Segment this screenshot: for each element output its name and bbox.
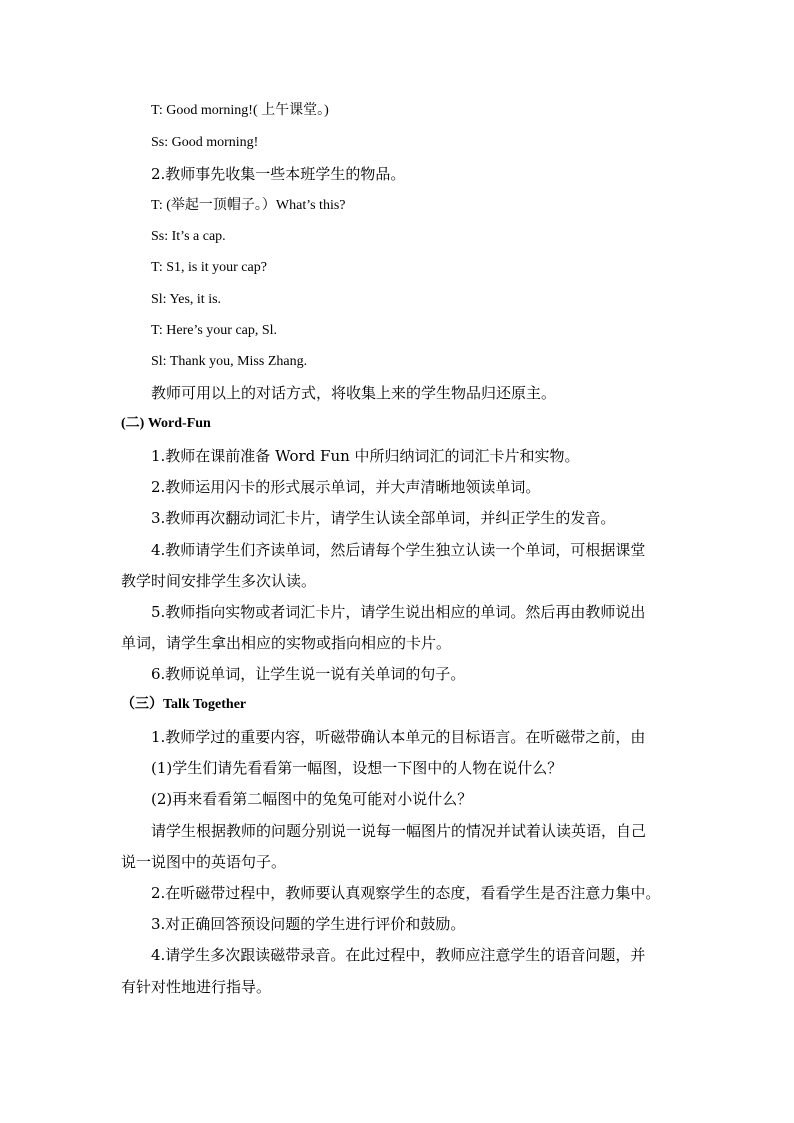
paragraph-line: 教学时间安排学生多次认读。 xyxy=(121,572,317,590)
paragraph-line: 2.教师运用闪卡的形式展示单词，并大声清晰地领读单词。 xyxy=(151,478,541,496)
section-heading-word-fun: (二) Word-Fun xyxy=(121,416,211,431)
dialogue-line: Ss: It’s a cap. xyxy=(151,229,226,244)
paragraph-line: (2)再来看看第二幅图中的兔兔可能对小说什么？ xyxy=(151,790,473,808)
paragraph-line: 2.教师事先收集一些本班学生的物品。 xyxy=(151,165,406,183)
paragraph-line: 4.请学生多次跟读磁带录音。在此过程中，教师应注意学生的语音问题，并 xyxy=(151,946,646,964)
dialogue-line: T: (举起一顶帽子。）What’s this? xyxy=(151,198,346,213)
paragraph-line: 5.教师指向实物或者词汇卡片，请学生说出相应的单词。然后再由教师说出 xyxy=(151,603,646,621)
dialogue-line: Sl: Thank you, Miss Zhang. xyxy=(151,354,308,369)
paragraph-line: (1)学生们请先看看第一幅图，设想一下图中的人物在说什么？ xyxy=(151,759,563,777)
paragraph-line: 4.教师请学生们齐读单词，然后请每个学生独立认读一个单词，可根据课堂 xyxy=(151,541,646,559)
paragraph-line: 说一说图中的英语句子。 xyxy=(121,853,287,871)
paragraph-line: 1.教师学过的重要内容，听磁带确认本单元的目标语言。在听磁带之前，由 xyxy=(151,728,646,746)
paragraph-line: 教师可用以上的对话方式，将收集上来的学生物品归还原主。 xyxy=(151,384,557,402)
dialogue-line: T: Good morning!( 上午课堂。) xyxy=(151,103,329,118)
paragraph-line: 3.对正确回答预设问题的学生进行评价和鼓励。 xyxy=(151,915,466,933)
paragraph-line: 有针对性地进行指导。 xyxy=(121,978,272,996)
paragraph-line: 请学生根据教师的问题分别说一说每一幅图片的情况并试着认读英语，自己 xyxy=(151,822,647,840)
paragraph-line: 1.教师在课前准备 Word Fun 中所归纳词汇的词汇卡片和实物。 xyxy=(151,447,580,465)
section-heading-talk-together: （三）Talk Together xyxy=(121,697,247,712)
dialogue-line: T: S1, is it your cap? xyxy=(151,260,267,275)
dialogue-line: Ss: Good morning! xyxy=(151,135,259,150)
dialogue-line: T: Here’s your cap, Sl. xyxy=(151,323,278,338)
dialogue-line: Sl: Yes, it is. xyxy=(151,292,222,307)
paragraph-line: 2.在听磁带过程中，教师要认真观察学生的态度，看看学生是否注意力集中。 xyxy=(151,884,661,902)
paragraph-line: 3.教师再次翻动词汇卡片，请学生认读全部单词，并纠正学生的发音。 xyxy=(151,509,616,527)
paragraph-line: 单词，请学生拿出相应的实物或指向相应的卡片。 xyxy=(121,634,452,652)
paragraph-line: 6.教师说单词，让学生说一说有关单词的句子。 xyxy=(151,665,466,683)
